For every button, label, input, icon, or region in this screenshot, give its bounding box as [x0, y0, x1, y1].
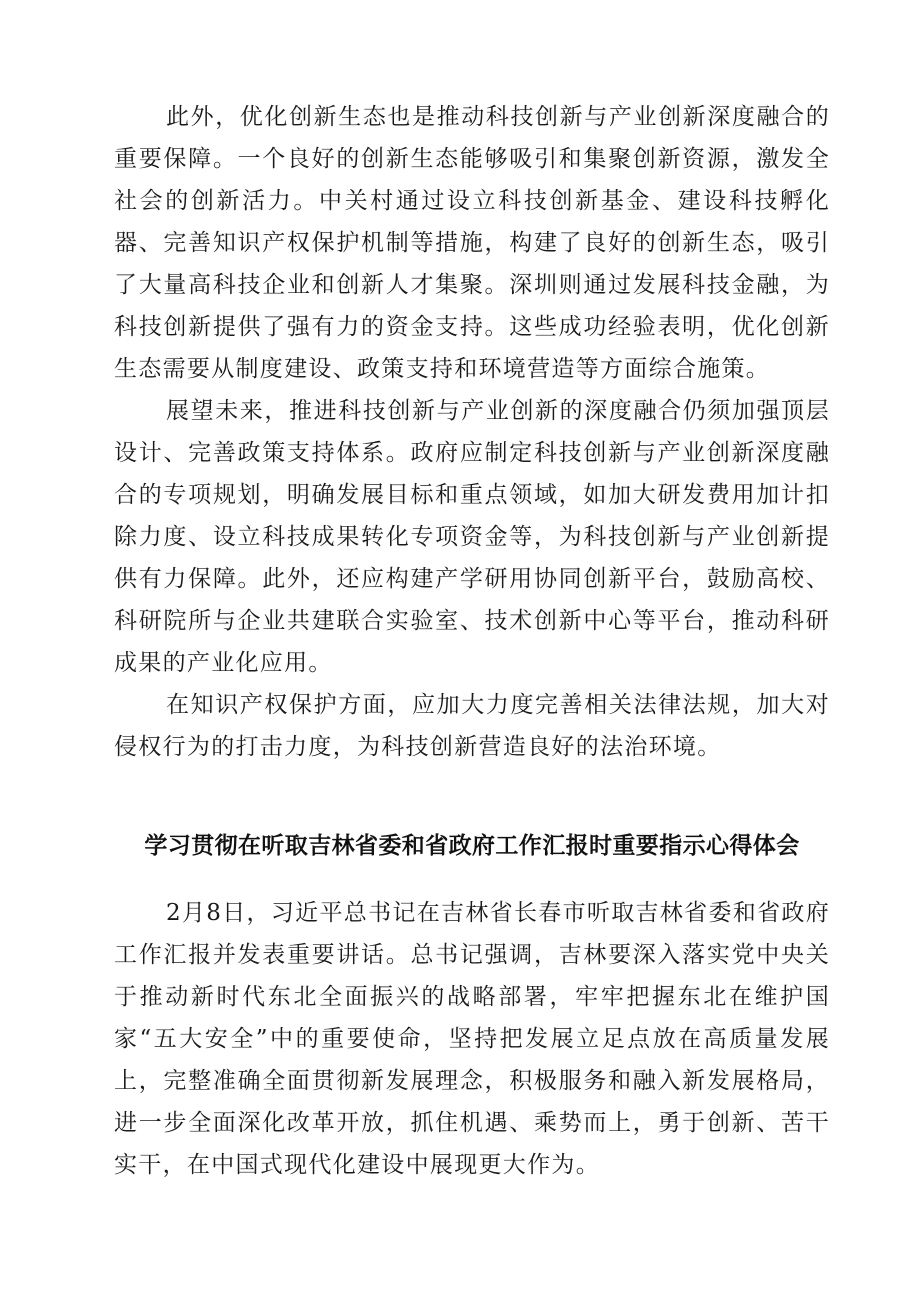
paragraph-innovation-ecosystem: 此外，优化创新生态也是推动科技创新与产业创新深度融合的重要保障。一个良好的创新生态能够吸引和集聚创新资源，激发全社会的创新活力。中关村通过设立科技创新基金、建设科技孵化器、完善知识产权保护机制等措施，构建了良好的创新生态，吸引了大量高科技企业和创新人才集聚。深圳则通过发展科技金融，为科技创新提供了强有力的资金支持。这些成功经验表明，优化创新生态需要从制度建设、政策支持和环境营造等方面综合施策。: [114, 104, 830, 382]
paragraph-ip-protection: 在知识产权保护方面，应加大力度完善相关法律法规，加大对侵权行为的打击力度，为科技创新营造良好的法治环境。: [114, 692, 830, 760]
document-page: [114, 96, 830, 1186]
paragraph-jilin-speech: 2月8日，习近平总书记在吉林省长春市听取吉林省委和省政府工作汇报并发表重要讲话。总书记强调，吉林要深入落实党中央关于推动新时代东北全面振兴的战略部署，牢牢把握东北在维护国家“五大安全”中的重要使命，坚持把发展立足点放在高质量发展上，完整准确全面贯彻新发展理念，积极服务和融入新发展格局，进一步全面深化改革开放，抓住机遇、乘势而上，勇于创新、苦干实干，在中国式现代化建设中展现更大作为。: [114, 900, 830, 1178]
section-title: 学习贯彻在听取吉林省委和省政府工作汇报时重要指示心得体会: [144, 833, 800, 859]
paragraph-future-outlook: 展望未来，推进科技创新与产业创新的深度融合仍须加强顶层设计、完善政策支持体系。政府应制定科技创新与产业创新深度融合的专项规划，明确发展目标和重点领域，如加大研发费用加计扣除力度、设立科技成果转化专项资金等，为科技创新与产业创新提供有力保障。此外，还应构建产学研用协同创新平台，鼓励高校、科研院所与企业共建联合实验室、技术创新中心等平台，推动科研成果的产业化应用。: [114, 398, 830, 676]
